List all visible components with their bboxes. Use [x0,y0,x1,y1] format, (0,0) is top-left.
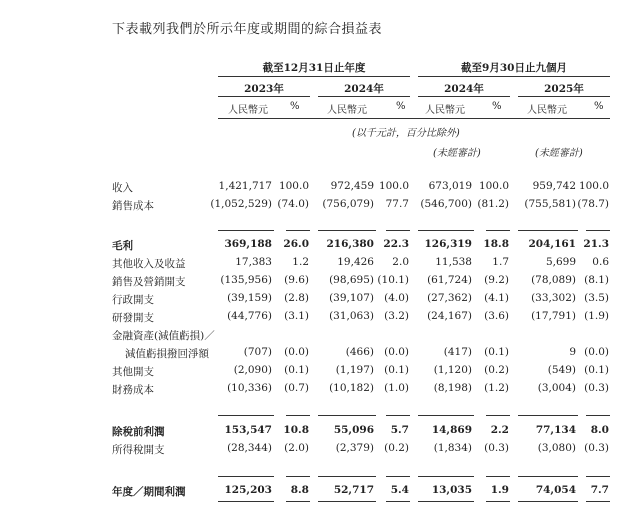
percent-cell: (74.0) [277,198,309,210]
percent-cell: (10.1) [377,274,409,286]
amount-cell: (98,695) [329,274,374,286]
divider [386,501,410,502]
amount-cell: 673,019 [428,180,472,192]
pct-label: % [492,101,502,112]
amount-cell: 14,869 [431,424,472,436]
amount-cell: 19,426 [337,256,374,268]
divider [318,230,376,231]
percent-cell: 5.7 [390,424,409,436]
divider [218,118,610,119]
amount-cell: (756,079) [322,198,374,210]
divider [418,415,474,416]
divider [486,476,510,477]
percent-cell: (9.6) [284,274,309,286]
amount-cell: 1,421,717 [218,180,272,192]
percent-cell: (1.2) [484,382,509,394]
percent-cell: (81.2) [477,198,509,210]
divider [386,415,410,416]
row-label: 銷售及營銷開支 [112,276,186,288]
amount-cell: (3,004) [537,382,576,394]
amount-cell: (417) [443,346,472,358]
divider [286,230,310,231]
percent-cell: (0.0) [584,346,609,358]
amount-cell: 52,717 [333,484,374,496]
divider [518,230,578,231]
percent-cell: (0.3) [584,382,609,394]
row-label: 年度／期間利潤 [112,486,186,498]
amount-cell: (546,700) [420,198,472,210]
percent-cell: (0.0) [284,346,309,358]
amount-cell: (707) [243,346,272,358]
percent-cell: (3.1) [284,310,309,322]
divider [286,501,310,502]
amount-cell: 216,380 [326,238,374,250]
header-year-2024: 2024年 [344,83,384,95]
divider [586,415,610,416]
amount-cell: (1,197) [335,364,374,376]
divider [318,476,376,477]
percent-cell: 18.8 [483,238,509,250]
percent-cell: 100.0 [478,180,509,192]
percent-cell: (2.0) [284,442,309,454]
percent-cell: (4.0) [384,292,409,304]
amount-cell: 13,035 [431,484,472,496]
row-label: 金融資產(減值虧損)／ [112,330,215,342]
divider [286,476,310,477]
divider [386,476,410,477]
unit-label: 人民幣元 [327,105,367,116]
amount-cell: (31,063) [329,310,374,322]
amount-cell: (3,080) [537,442,576,454]
percent-cell: (0.2) [384,442,409,454]
percent-cell: (8.1) [584,274,609,286]
amount-cell: (2,379) [335,442,374,454]
row-label: 毛利 [112,240,133,252]
amount-cell: 126,319 [424,238,472,250]
percent-cell: (3.5) [584,292,609,304]
amount-cell: 55,096 [333,424,374,436]
pct-label: % [594,101,604,112]
amount-cell: 125,203 [224,484,272,496]
amount-cell: 972,459 [330,180,374,192]
amount-cell: (39,107) [329,292,374,304]
divider [586,501,610,502]
amount-cell: 17,383 [235,256,272,268]
amount-cell: (33,302) [531,292,576,304]
amount-cell: 74,054 [535,484,576,496]
divider [318,415,376,416]
divider [418,501,474,502]
amount-cell: (466) [345,346,374,358]
percent-cell: (9.2) [484,274,509,286]
amount-cell: (2,090) [233,364,272,376]
row-label: 所得稅開支 [112,444,165,456]
divider [218,76,410,77]
percent-cell: (0.1) [284,364,309,376]
divider [418,230,474,231]
percent-cell: 1.7 [492,256,509,268]
divider [486,415,510,416]
divider [318,96,410,97]
divider [218,230,274,231]
pct-label: % [396,101,406,112]
amount-cell: 77,134 [535,424,576,436]
percent-cell: (0.2) [484,364,509,376]
amount-cell: (1,120) [433,364,472,376]
row-label: 減值虧損撥回淨額 [125,348,209,360]
table-intro: 下表載列我們於所示年度或期間的綜合損益表 [112,22,383,37]
percent-cell: 100.0 [378,180,409,192]
percent-cell: 8.0 [590,424,609,436]
row-label: 其他開支 [112,366,154,378]
percent-cell: 2.0 [392,256,409,268]
divider [518,501,578,502]
amount-cell: (61,724) [427,274,472,286]
percent-cell: (0.1) [584,364,609,376]
divider [418,476,474,477]
percent-cell: (0.3) [484,442,509,454]
amount-cell: 153,547 [224,424,272,436]
divider [486,501,510,502]
percent-cell: 10.8 [283,424,309,436]
row-label: 收入 [112,182,133,194]
header-year-group: 截至12月31日止年度 [262,62,366,74]
amount-cell: (24,167) [427,310,472,322]
divider [486,230,510,231]
amount-cell: 9 [569,346,576,358]
percent-cell: 77.7 [385,198,409,210]
amount-cell: (10,336) [227,382,272,394]
amount-cell: 5,699 [545,256,576,268]
header-year-2024-nine: 2024年 [444,83,484,95]
percent-cell: (78.7) [577,198,609,210]
amount-cell: (1,052,529) [210,198,272,210]
amount-cell: (10,182) [329,382,374,394]
divider [386,230,410,231]
divider [218,96,310,97]
divider [418,76,610,77]
row-label: 行政開支 [112,294,154,306]
pct-label: % [290,101,300,112]
amount-cell: (755,581) [524,198,576,210]
percent-cell: (2.8) [284,292,309,304]
percent-cell: (3.2) [384,310,409,322]
divider [586,230,610,231]
row-label: 其他收入及收益 [112,258,186,270]
divider [518,415,578,416]
divider [418,96,510,97]
percent-cell: 100.0 [578,180,609,192]
percent-cell: (1.9) [584,310,609,322]
amount-cell: 959,742 [532,180,576,192]
percent-cell: 21.3 [583,238,609,250]
percent-cell: (0.1) [484,346,509,358]
percent-cell: (3.6) [484,310,509,322]
row-label: 財務成本 [112,384,154,396]
divider [218,476,274,477]
percent-cell: 1.9 [490,484,509,496]
percent-cell: 26.0 [283,238,309,250]
amount-cell: 369,188 [224,238,272,250]
header-year-2023: 2023年 [244,83,284,95]
divider [318,501,376,502]
percent-cell: (0.7) [284,382,309,394]
percent-cell: (0.3) [584,442,609,454]
percent-cell: 2.2 [490,424,509,436]
percent-cell: 8.8 [290,484,309,496]
unit-label: 人民幣元 [228,105,268,116]
unit-label: 人民幣元 [425,105,465,116]
note-thousands: (以千元計，百分比除外) [352,128,460,139]
row-label: 除稅前利潤 [112,426,165,438]
divider [218,501,274,502]
note-unaudited: (未經審計) [535,148,583,159]
percent-cell: 22.3 [383,238,409,250]
header-nine-month-group: 截至9月30日止九個月 [461,62,567,74]
note-unaudited: (未經審計) [433,148,481,159]
amount-cell: (39,159) [227,292,272,304]
divider [518,476,578,477]
header-year-2025-nine: 2025年 [544,83,584,95]
amount-cell: (549) [547,364,576,376]
percent-cell: 7.7 [590,484,609,496]
divider [586,476,610,477]
divider [286,415,310,416]
amount-cell: (27,362) [427,292,472,304]
amount-cell: 204,161 [528,238,576,250]
percent-cell: (1.0) [384,382,409,394]
row-label: 研發開支 [112,312,154,324]
amount-cell: (8,198) [433,382,472,394]
percent-cell: 5.4 [390,484,409,496]
percent-cell: 100.0 [278,180,309,192]
amount-cell: 11,538 [435,256,472,268]
percent-cell: (0.1) [384,364,409,376]
percent-cell: 0.6 [592,256,609,268]
percent-cell: (0.0) [384,346,409,358]
row-label: 銷售成本 [112,200,154,212]
divider [218,415,274,416]
divider [518,96,610,97]
percent-cell: 1.2 [292,256,309,268]
unit-label: 人民幣元 [527,105,567,116]
amount-cell: (17,791) [531,310,576,322]
amount-cell: (135,956) [220,274,272,286]
amount-cell: (1,834) [433,442,472,454]
amount-cell: (28,344) [227,442,272,454]
amount-cell: (44,776) [227,310,272,322]
amount-cell: (78,089) [531,274,576,286]
percent-cell: (4.1) [484,292,509,304]
